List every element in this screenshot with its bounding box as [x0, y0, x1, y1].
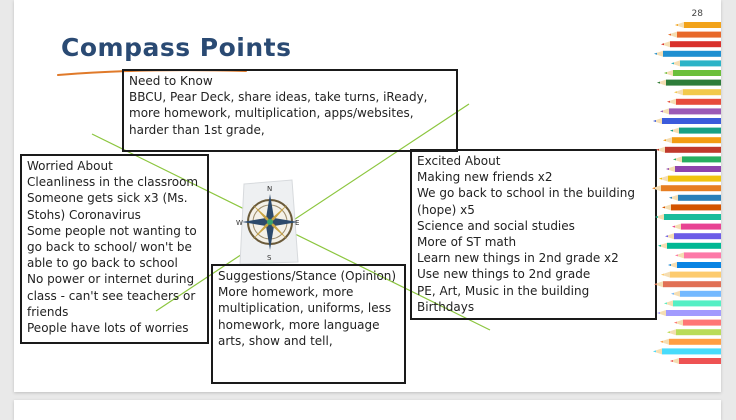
pencil-icon: [666, 166, 721, 172]
excited-about-line: We go back to school in the building: [417, 186, 635, 201]
suggestions-line: homework, more language: [218, 317, 380, 332]
pencil-icon: [658, 243, 721, 249]
colored-pencils-image: [644, 18, 721, 378]
worried-about-line: class - can't see teachers or: [27, 288, 196, 303]
pencil-icon: [667, 99, 721, 105]
worried-about-line: Some people not wanting to: [27, 223, 197, 238]
need-to-know-line: BBCU, Pear Deck, share ideas, take turns, iReady,: [129, 90, 428, 105]
pencil-icon: [675, 252, 721, 258]
pencil-icon: [669, 195, 721, 201]
need-to-know-line: harder than 1st grade,: [129, 122, 265, 137]
worried-about-box: [20, 154, 209, 344]
pencil-icon: [661, 272, 721, 278]
pencil-icon: [670, 358, 721, 364]
compass-label-e: E: [295, 219, 300, 227]
pencil-icon: [667, 329, 721, 335]
pencil-icon: [670, 128, 721, 134]
pencil-icon: [659, 176, 721, 182]
excited-about-line: Birthdays: [417, 299, 475, 314]
pencil-icon: [657, 310, 721, 316]
excited-about-box: [410, 149, 657, 320]
worried-about-line: Stohs) Coronavirus: [27, 207, 141, 222]
pencil-icon: [664, 300, 721, 306]
need-to-know-heading: Need to Know: [129, 74, 213, 88]
pencil-icon: [668, 32, 721, 38]
suggestions-line: More homework, more: [218, 285, 354, 300]
need-to-know-box: [122, 69, 458, 152]
pencil-icon: [654, 281, 721, 287]
pencil-icon: [663, 137, 721, 143]
compass-label-s: S: [267, 254, 272, 262]
excited-about-line: Use new things to 2nd grade: [417, 267, 591, 282]
pencil-icon: [672, 224, 721, 230]
worried-about-line: friends: [27, 304, 69, 319]
pencil-icon: [660, 108, 721, 114]
excited-about-line: More of ST math: [417, 235, 517, 250]
suggestions-line: arts, show and tell,: [218, 333, 333, 348]
pencil-icon: [654, 51, 721, 57]
pencil-icon: [652, 185, 721, 191]
excited-about-line: Science and social studies: [417, 218, 575, 233]
worried-about-line: People have lots of worries: [27, 321, 189, 336]
pencil-icon: [661, 41, 721, 47]
pencil-icon: [671, 291, 721, 297]
pencil-icon: [656, 147, 721, 153]
compass-label-n: N: [267, 185, 273, 193]
pencil-icon: [675, 22, 721, 28]
pencil-icon: [671, 60, 721, 66]
worried-about-heading: Worried About: [27, 159, 113, 173]
pencil-icon: [665, 233, 721, 239]
page-number: 28: [691, 9, 703, 19]
worried-about-line: Someone gets sick x3 (Ms.: [27, 191, 188, 206]
need-to-know-line: more homework, multiplication, apps/websites,: [129, 106, 414, 121]
suggestions-line: multiplication, uniforms, less: [218, 301, 392, 316]
excited-about-line: Learn new things in 2nd grade x2: [417, 251, 619, 266]
pencil-icon: [657, 80, 721, 86]
worried-about-line: No power or internet during: [27, 272, 195, 287]
slide-title: Compass Points: [61, 33, 292, 62]
pencil-icon: [668, 262, 721, 268]
pencil-icon: [662, 204, 721, 210]
worried-about-line: able to go back to school: [27, 256, 178, 271]
suggestions-box: [211, 264, 406, 384]
pencil-icon: [674, 320, 721, 326]
pencil-icon: [664, 70, 721, 76]
slide: [14, 0, 721, 392]
excited-about-line: Making new friends x2: [417, 170, 553, 185]
compass-rose-icon: [236, 178, 302, 268]
pencil-icon: [673, 156, 721, 162]
compass-label-w: W: [236, 219, 243, 227]
pencil-icon: [660, 339, 721, 345]
worried-about-line: Cleanliness in the classroom: [27, 175, 199, 190]
next-slide-thumbnail[interactable]: [14, 400, 721, 420]
pencil-icon: [653, 348, 721, 354]
excited-about-line: (hope) x5: [417, 202, 475, 217]
suggestions-heading: Suggestions/Stance (Opinion): [218, 269, 397, 283]
excited-about-heading: Excited About: [417, 154, 501, 168]
pencil-icon: [674, 89, 721, 95]
pencil-icon: [655, 214, 721, 220]
excited-about-line: PE, Art, Music in the building: [417, 283, 590, 298]
worried-about-line: go back to school/ won't be: [27, 240, 192, 255]
pencil-icon: [653, 118, 721, 124]
